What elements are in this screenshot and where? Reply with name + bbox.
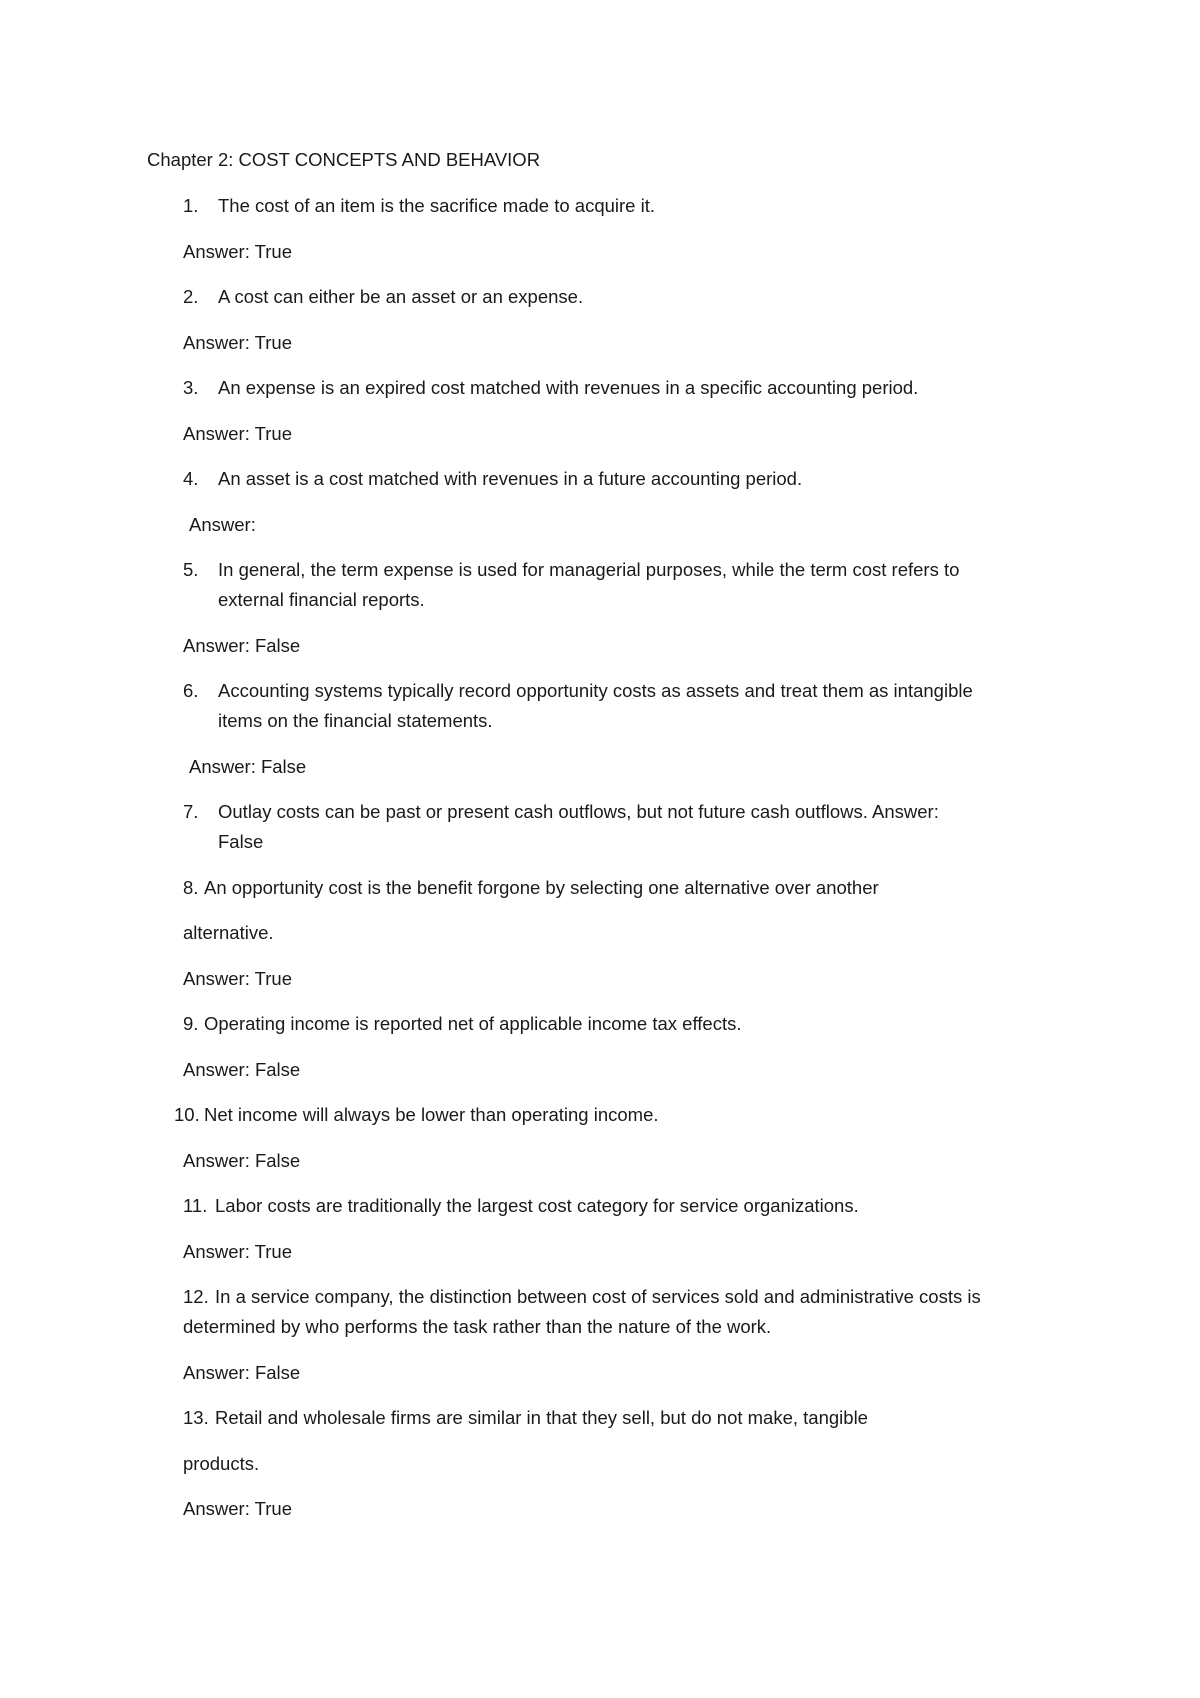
question-text: A cost can either be an asset or an expense. (218, 286, 584, 307)
answer-text: Answer: True (183, 1498, 292, 1519)
question-text-continued: alternative. (183, 922, 274, 943)
answer-text: Answer: False (183, 1059, 301, 1080)
question-text: Operating income is reported net of applicable income tax effects. (204, 1013, 742, 1034)
question-number: 13. (183, 1407, 209, 1428)
answer-text: Answer: True (183, 968, 292, 989)
answer-text: Answer: True (183, 1241, 292, 1262)
question-number: 12. (183, 1286, 209, 1307)
question-text: Outlay costs can be past or present cash outflows, but not future cash outflows. Answer: (218, 801, 939, 822)
question-text-continued: products. (183, 1453, 260, 1474)
question-number: 11. (183, 1195, 208, 1216)
question-text: In general, the term expense is used for managerial purposes, while the term cost refers to (218, 559, 960, 580)
question-number: 1. (183, 195, 199, 216)
question-text: An expense is an expired cost matched with revenues in a specific accounting period. (218, 377, 919, 398)
question-text: Net income will always be lower than operating income. (204, 1104, 659, 1125)
question-text: Accounting systems typically record opportunity costs as assets and treat them as intangible (218, 680, 973, 701)
question-number: 6. (183, 680, 199, 701)
question-text-continued: items on the financial statements. (218, 710, 493, 731)
question-text-continued: external financial reports. (218, 589, 425, 610)
answer-text: Answer: False (183, 635, 301, 656)
answer-text: Answer: False (183, 1362, 301, 1383)
question-number: 7. (183, 801, 199, 822)
answer-text: Answer: True (183, 423, 292, 444)
answer-text: Answer: False (183, 1150, 301, 1171)
page-title: Chapter 2: COST CONCEPTS AND BEHAVIOR (147, 149, 541, 170)
question-text: The cost of an item is the sacrifice made to acquire it. (218, 195, 655, 216)
question-number: 3. (183, 377, 199, 398)
question-text: An asset is a cost matched with revenues in a future accounting period. (218, 468, 803, 489)
question-text-continued: determined by who performs the task rather than the nature of the work. (183, 1316, 772, 1337)
question-text: Labor costs are traditionally the largest cost category for service organizations. (215, 1195, 859, 1216)
question-number: 9. (183, 1013, 199, 1034)
answer-text: Answer: (189, 514, 256, 535)
answer-text: Answer: True (183, 241, 292, 262)
question-text-continued: False (218, 831, 264, 852)
question-number: 5. (183, 559, 199, 580)
question-text: Retail and wholesale firms are similar in that they sell, but do not make, tangible (215, 1407, 868, 1428)
question-text: In a service company, the distinction between cost of services sold and administrative costs is (215, 1286, 981, 1307)
question-number: 10. (174, 1104, 200, 1125)
answer-text: Answer: False (189, 756, 307, 777)
question-number: 4. (183, 468, 199, 489)
question-number: 8. (183, 877, 199, 898)
question-text: An opportunity cost is the benefit forgone by selecting one alternative over another (204, 877, 879, 898)
question-number: 2. (183, 286, 199, 307)
answer-text: Answer: True (183, 332, 292, 353)
